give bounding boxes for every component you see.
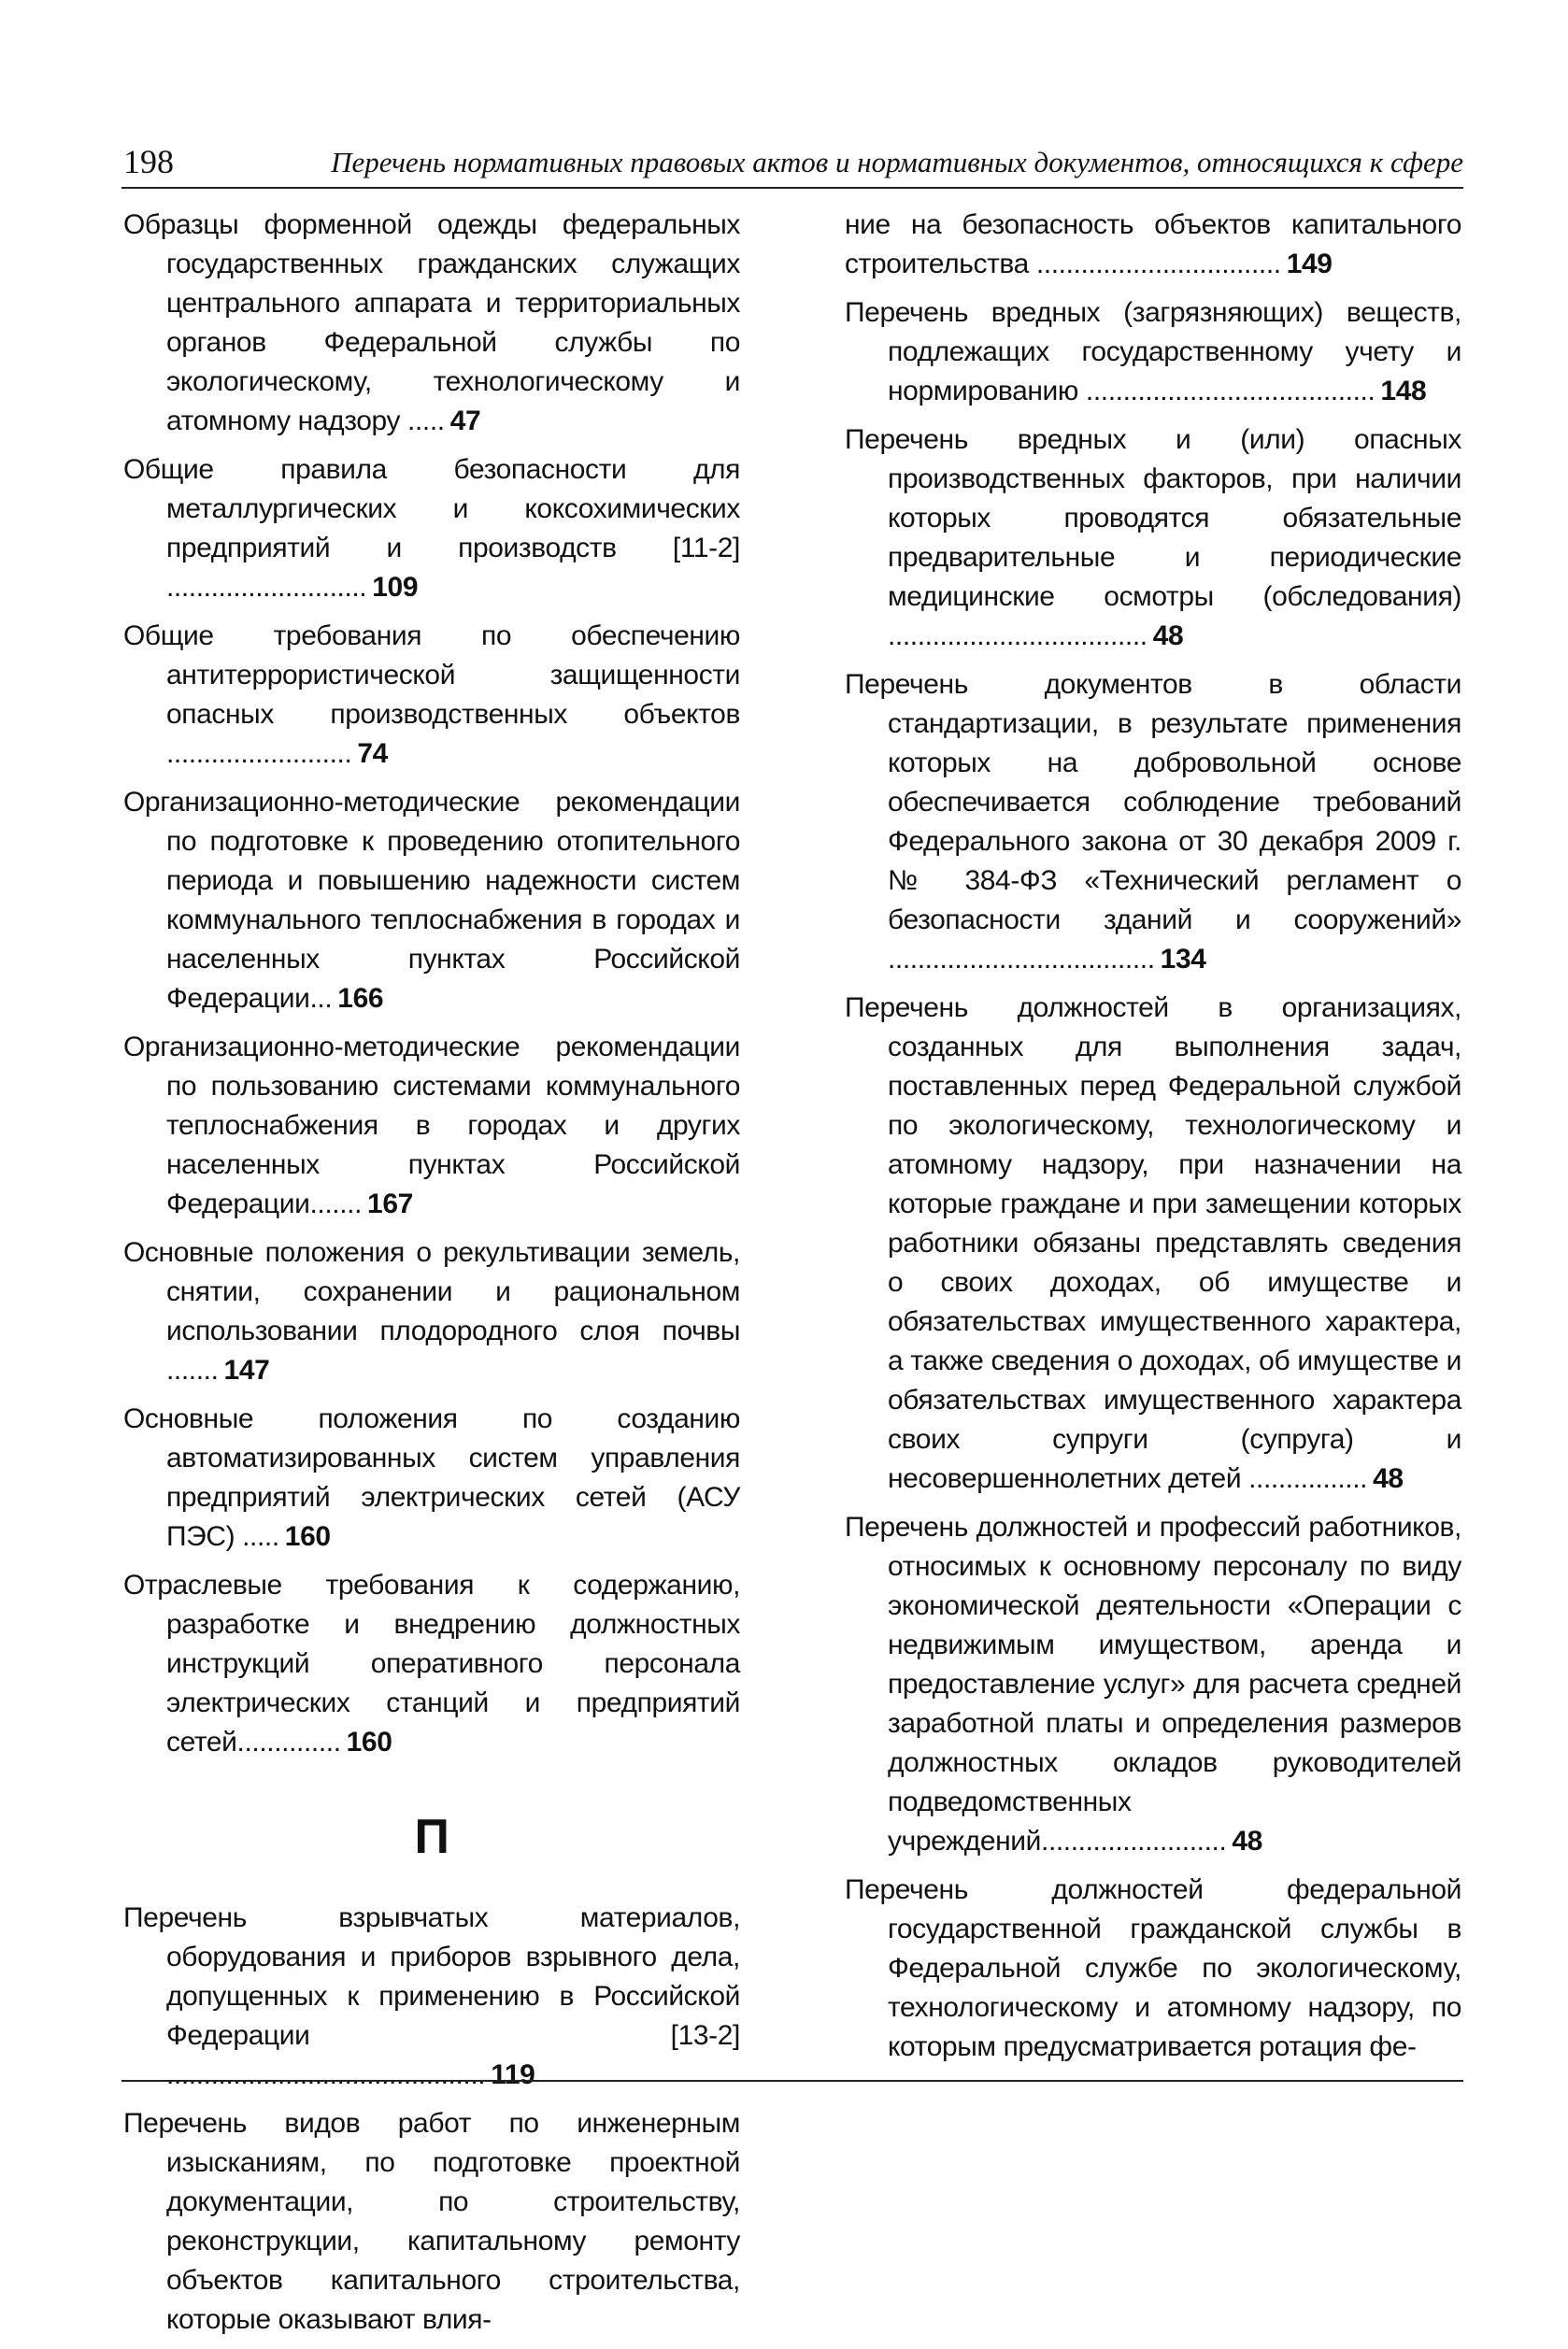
entry-page: 160 [346,1727,392,1758]
entry-title: Образцы форменной одежды федеральных государственных гражданских служащих центрального аппарата и территориальных органов Федеральной службы по экологическому, технологическому и атомному надзору ..... [123,209,740,436]
page-header [121,140,1463,189]
entry-page: 48 [1152,620,1184,651]
section-letter: П [414,1810,449,1864]
right-column [845,206,1461,2076]
entry-page: 48 [1373,1463,1404,1494]
index-entry [845,1508,1461,1861]
index-entry [123,1028,740,1224]
entry-title: Перечень видов работ по инженерным изысканиям, по подготовке проектной документации, по строительству, реконструкции, капитальному ремонту объектов капитального строительства, которые оказывают влия- [123,2108,740,2335]
index-entry [123,206,740,441]
index-entry [123,1566,740,1762]
page-number: 198 [123,143,174,180]
index-entry [123,450,740,607]
entry-page: 166 [337,983,384,1014]
left-column [123,206,740,2349]
entry-title: Перечень документов в области стандартизации, в результате применения которых на добровольной основе обеспечивается соблюдение требований Федерального закона от 30 декабря 2009 г. № 384-ФЗ «Технический регламент о безопасности зданий и сооружений» .................................... [845,669,1461,975]
entry-page: 149 [1286,249,1333,279]
entry-page: 148 [1380,376,1427,406]
entry-title: Основные положения по созданию автоматизированных систем управления предприятий электрических сетей (АСУ ПЭС) ..... [123,1403,740,1552]
entry-title: Общие требования по обеспечению антитеррористической защищенности опасных производственных объектов ......................... [123,620,740,769]
running-title: Перечень нормативных правовых актов и нормативных документов, относящихся к сфере [331,146,1463,178]
index-entry [845,420,1461,656]
entry-page: 147 [223,1355,270,1386]
entry-title: Перечень вредных и (или) опасных производственных факторов, при наличии которых проводятся обязательные предварительные и периодические медицинские осмотры (обследования) ................................... [845,424,1461,651]
entry-page: 160 [284,1521,331,1552]
entry-title: Перечень должностей федеральной государственной гражданской службы в Федеральной службе по экологическому, технологическому и атомному надзору, по которым предусматривается ротация фе- [845,1874,1461,2062]
right-entries [845,293,1461,2067]
entry-title: Перечень взрывчатых материалов, оборудования и приборов взрывного дела, допущенных к применению в Российской Федерации [13-2] ........................................... [123,1902,740,2090]
entry-title: Перечень должностей в организациях, созданных для выполнения задач, поставленных перед Федеральной службой по экологическому, технологическому и атомному надзору, при назначении на которые граждане и при замещении которых работники обязаны представлять сведения о своих доходах, об имуществе и обязательствах имущественного характера, а также сведения о доходах, об имуществе и обязательствах имущественного характера своих супруги (супруга) и несовершеннолетних детей ................ [845,992,1461,1494]
index-entry [845,989,1461,1499]
index-entry [123,617,740,774]
index-entry [123,1400,740,1557]
entry-page: 47 [449,406,481,436]
entry-title: Основные положения о рекультивации земель, снятии, сохранении и рациональном использовании плодородного слоя почвы ....... [123,1237,740,1386]
entry-page: 119 [491,2059,535,2090]
entry-page: 48 [1232,1826,1262,1857]
entry-page: 167 [367,1189,413,1219]
entry-title: Перечень должностей и профессий работников, относимых к основному персоналу по виду экономической деятельности «Операции с недвижимым имуществом, аренда и предоставление услуг» для расчета средней заработной платы и определения размеров должностных окладов руководителей подведомственных учреждений......................... [845,1512,1461,1857]
entry-title: Перечень вредных (загрязняющих) веществ, подлежащих государственному учету и нормированию ....................................... [845,297,1461,406]
entry-page: 109 [372,572,419,603]
entry-title: Отраслевые требования к содержанию, разработке и внедрению должностных инструкций оперативного персонала электрических станций и предприятий сетей.............. [123,1570,740,1758]
entry-title: Общие правила безопасности для металлургических и коксохимических предприятий и производств [11-2] ........................... [123,454,740,603]
index-entry [123,1233,740,1390]
entry-title: Организационно-методические рекомендации по подготовке к проведению отопительного периода и повышению надежности систем коммунального теплоснабжения в городах и населенных пунктах Российской Федерации... [123,787,740,1014]
index-entry [123,2104,740,2340]
entry-title: Организационно-методические рекомендации по пользованию системами коммунального теплоснабжения в городах и других населенных пунктах Российской Федерации....... [123,1032,740,1219]
entry-page: 134 [1160,944,1206,975]
entry-title: ние на безопасность объектов капитального строительства ................................. [845,209,1461,279]
index-entry [845,293,1461,411]
left-entries-before [123,206,740,1762]
left-entries-after [123,1899,740,2340]
bottom-rule [121,2080,1463,2082]
index-entry [123,1899,740,2095]
index-entry [123,783,740,1018]
index-entry [845,665,1461,979]
index-entry-continuation [845,206,1461,284]
index-entry [845,1871,1461,2067]
entry-page: 74 [357,738,388,769]
